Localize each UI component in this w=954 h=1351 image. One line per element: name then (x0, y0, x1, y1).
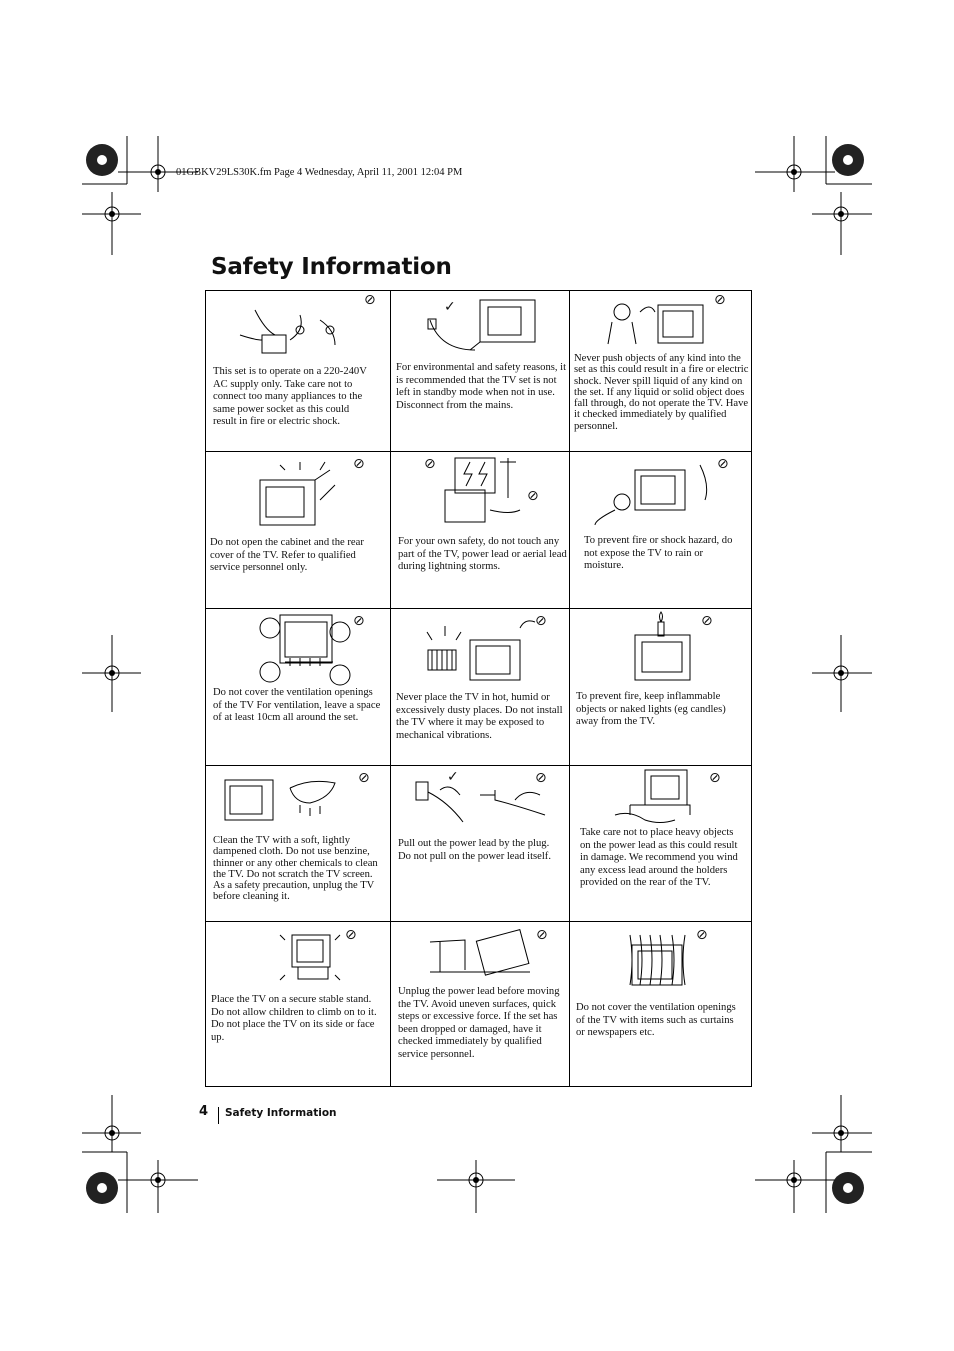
curtain-icon (630, 935, 685, 985)
safety-note: For environmental and safety reasons, it is recommended that the TV set is not left in standby mode when not in use. Disconnect from the mains. (396, 362, 567, 411)
prohibited-icon: ⊘ (345, 927, 357, 943)
checkmark-icon: ✓ (444, 299, 456, 315)
moving-tv-icon (430, 930, 530, 975)
safety-note: Place the TV on a secure stable stand. Do not allow children to climb on to it. Do not place the TV on its side or face up. (211, 994, 377, 1043)
prohibited-icon: ⊘ (714, 292, 726, 308)
page-title: Safety Information (211, 254, 452, 280)
prohibited-icon: ⊘ (358, 770, 370, 786)
safety-note: Clean the TV with a soft, lightly dampened cloth. Do not use benzine, thinner or any other chemicals to clean the TV. Do not scratch the TV screen. As a safety precaution, unplug the TV before cleaning it. (213, 835, 378, 903)
safety-note: Never place the TV in hot, humid or excessively dusty places. Do not install the TV where it may be exposed to mechanical vibrations. (396, 692, 563, 741)
prohibited-icon: ⊘ (424, 456, 436, 472)
safety-note: Never push objects of any kind into the set as this could result in a fire or electric shock. Never spill liquid of any kind on the set. If any liquid or solid object does fall through, do not operate the TV. Have it checked immediately by qualified personnel. (574, 353, 749, 432)
prohibited-icon: ⊘ (709, 770, 721, 786)
file-info-header: 01GBKV29LS30K.fm Page 4 Wednesday, April 11, 2001 12:04 PM (176, 167, 463, 178)
plug-pull-icon (416, 782, 545, 822)
safety-note: To prevent fire or shock hazard, do not expose the TV to rain or moisture. (584, 535, 733, 572)
unstable-stand-icon (280, 935, 340, 980)
safety-note: Do not cover the ventilation openings of the TV For ventilation, leave a space of at least 10cm all around the set. (213, 687, 381, 724)
prohibited-icon: ⊘ (535, 770, 547, 786)
prohibited-icon: ⊘ (696, 927, 708, 943)
prohibited-icon: ⊘ (353, 456, 365, 472)
prohibited-icon: ⊘ (701, 613, 713, 629)
checkmark-icon: ✓ (447, 769, 459, 785)
lightning-icon (445, 458, 520, 522)
safety-note: Take care not to place heavy objects on the power lead as this could result in damage. We recommend you wind any excess lead around the holders provided on the rear of the TV. (580, 827, 738, 889)
prohibited-icon: ⊘ (717, 456, 729, 472)
prohibited-icon: ⊘ (353, 613, 365, 629)
rain-icon (595, 465, 707, 525)
overloaded-socket-icon (240, 310, 335, 353)
footer-divider (218, 1107, 219, 1124)
power-lead-icon (615, 770, 690, 823)
safety-note: To prevent fire, keep inflammable objects or naked lights (eg candles) away from the TV. (576, 691, 726, 728)
prohibited-icon: ⊘ (536, 927, 548, 943)
safety-note: Do not cover the ventilation openings of the TV with items such as curtains or newspapers etc. (576, 1002, 736, 1039)
liquid-spill-icon (608, 304, 703, 344)
open-cabinet-icon (260, 462, 335, 525)
safety-note: Pull out the power lead by the plug. Do not pull on the power lead itself. (398, 838, 551, 862)
prohibited-icon: ⊘ (364, 292, 376, 308)
safety-note: Do not open the cabinet and the rear cover of the TV. Refer to qualified service personnel only. (210, 537, 364, 574)
safety-note: Unplug the power lead before moving the TV. Avoid uneven surfaces, quick steps or excessive force. If the set has been dropped or damaged, have it checked immediately by qualified service personnel. (398, 986, 560, 1060)
heat-icon (427, 621, 535, 680)
footer-section-label: Safety Information (225, 1107, 337, 1119)
cleaning-icon (225, 780, 335, 820)
ventilation-icon (260, 615, 350, 685)
safety-note: For your own safety, do not touch any part of the TV, power lead or aerial lead during lightning storms. (398, 536, 567, 573)
candle-icon (635, 612, 690, 680)
prohibited-icon: ⊘ (535, 613, 547, 629)
page-number: 4 (199, 1104, 209, 1119)
prohibited-icon: ⊘ (527, 488, 539, 504)
safety-note: This set is to operate on a 220-240V AC supply only. Take care not to connect too many appliances to the same power socket as this could result in fire or electric shock. (213, 366, 367, 428)
